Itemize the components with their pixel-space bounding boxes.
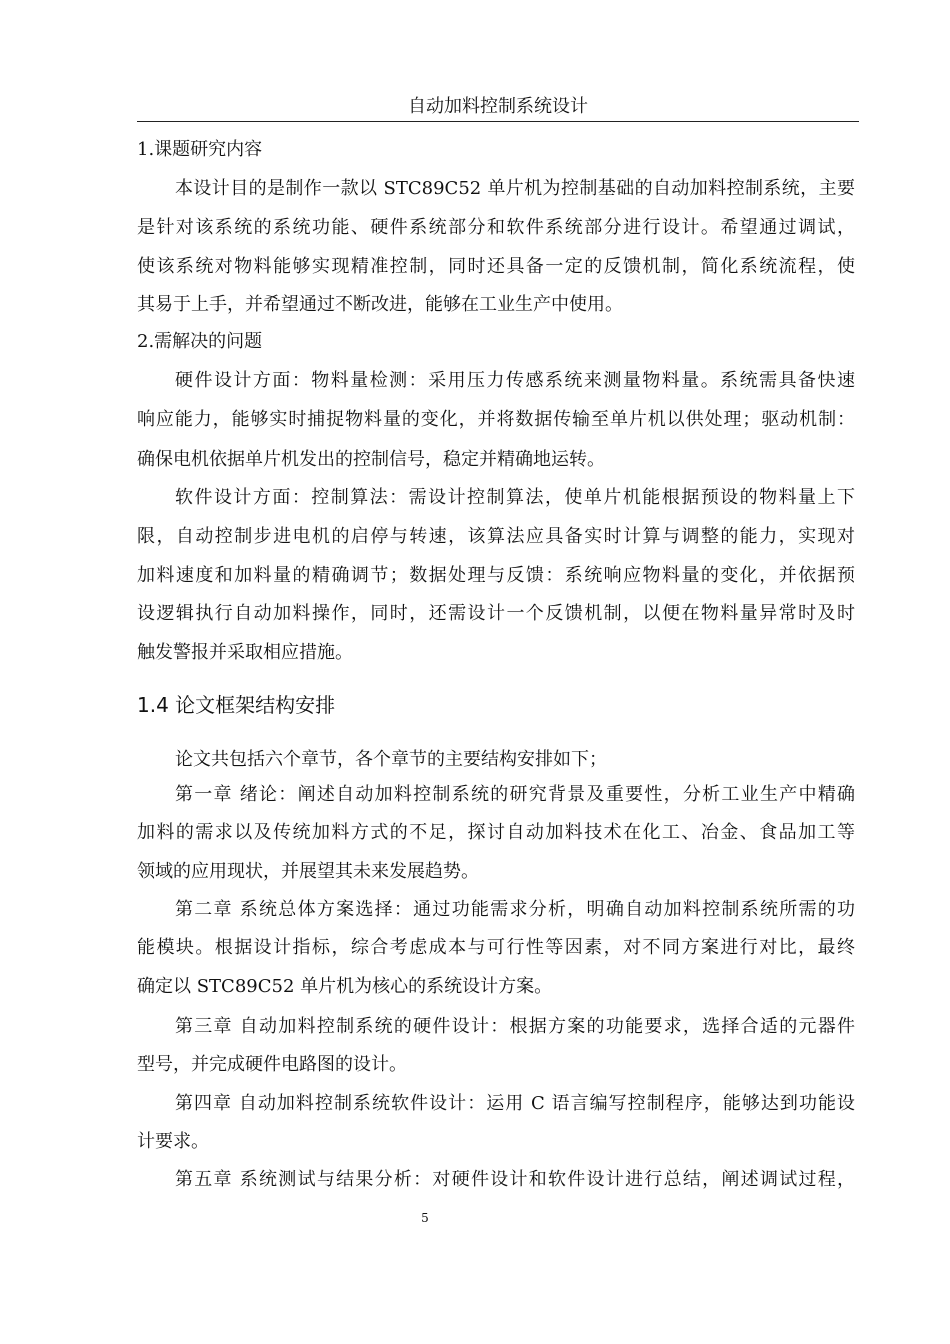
paragraph-line: 型号，并完成硬件电路图的设计。 [137,1054,407,1075]
section-heading-1-4: 1.4 论文框架结构安排 [137,693,336,717]
paragraph-line: 第三章 自动加料控制系统的硬件设计：根据方案的功能要求，选择合适的元器件 [175,1016,855,1037]
paragraph-line: 硬件设计方面：物料量检测：采用压力传感系统来测量物料量。系统需具备快速 [175,370,855,391]
paragraph-line: 第五章 系统测试与结果分析：对硬件设计和软件设计进行总结，阐述调试过程， [175,1169,855,1190]
paragraph-line: 使该系统对物料能够实现精准控制，同时还具备一定的反馈机制，简化系统流程，使 [137,256,855,277]
section-heading-1: 1.课题研究内容 [137,139,263,160]
paragraph-line: 设逻辑执行自动加料操作，同时，还需设计一个反馈机制，以便在物料量异常时及时 [137,603,855,624]
paragraph-line: 加料速度和加料量的精确调节；数据处理与反馈：系统响应物料量的变化，并依据预 [137,565,855,586]
paragraph-line: 触发警报并采取相应措施。 [137,642,353,663]
running-header: 自动加料控制系统设计 [408,96,588,117]
paragraph-line: 限，自动控制步进电机的启停与转速，该算法应具备实时计算与调整的能力，实现对 [137,526,855,547]
page-number: 5 [421,1211,429,1225]
paragraph-line: 本设计目的是制作一款以 STC89C52 单片机为控制基础的自动加料控制系统，主要 [175,178,855,199]
paragraph-line: 响应能力，能够实时捕捉物料量的变化，并将数据传输至单片机以供处理；驱动机制： [137,409,855,430]
paragraph-line: 确定以 STC89C52 单片机为核心的系统设计方案。 [137,976,553,997]
paragraph-line: 论文共包括六个章节，各个章节的主要结构安排如下； [175,749,607,770]
paragraph-line: 加料的需求以及传统加料方式的不足，探讨自动加料技术在化工、冶金、食品加工等 [137,822,855,843]
paragraph-line: 计要求。 [137,1131,209,1152]
paragraph-line: 能模块。根据设计指标，综合考虑成本与可行性等因素，对不同方案进行对比，最终 [137,937,855,958]
paragraph-line: 第四章 自动加料控制系统软件设计：运用 C 语言编写控制程序，能够达到功能设 [175,1093,855,1114]
paragraph-line: 确保电机依据单片机发出的控制信号，稳定并精确地运转。 [137,449,605,470]
paragraph-line: 领域的应用现状，并展望其未来发展趋势。 [137,861,479,882]
paragraph-line: 第二章 系统总体方案选择：通过功能需求分析，明确自动加料控制系统所需的功 [175,899,855,920]
header-rule [137,121,859,122]
paragraph-line: 第一章 绪论：阐述自动加料控制系统的研究背景及重要性，分析工业生产中精确 [175,784,855,805]
paragraph-line: 其易于上手，并希望通过不断改进，能够在工业生产中使用。 [137,294,623,315]
paragraph-line: 软件设计方面：控制算法：需设计控制算法，使单片机能根据预设的物料量上下 [175,487,855,508]
paragraph-line: 是针对该系统的系统功能、硬件系统部分和软件系统部分进行设计。希望通过调试， [137,217,855,238]
section-heading-2: 2.需解决的问题 [137,331,263,352]
